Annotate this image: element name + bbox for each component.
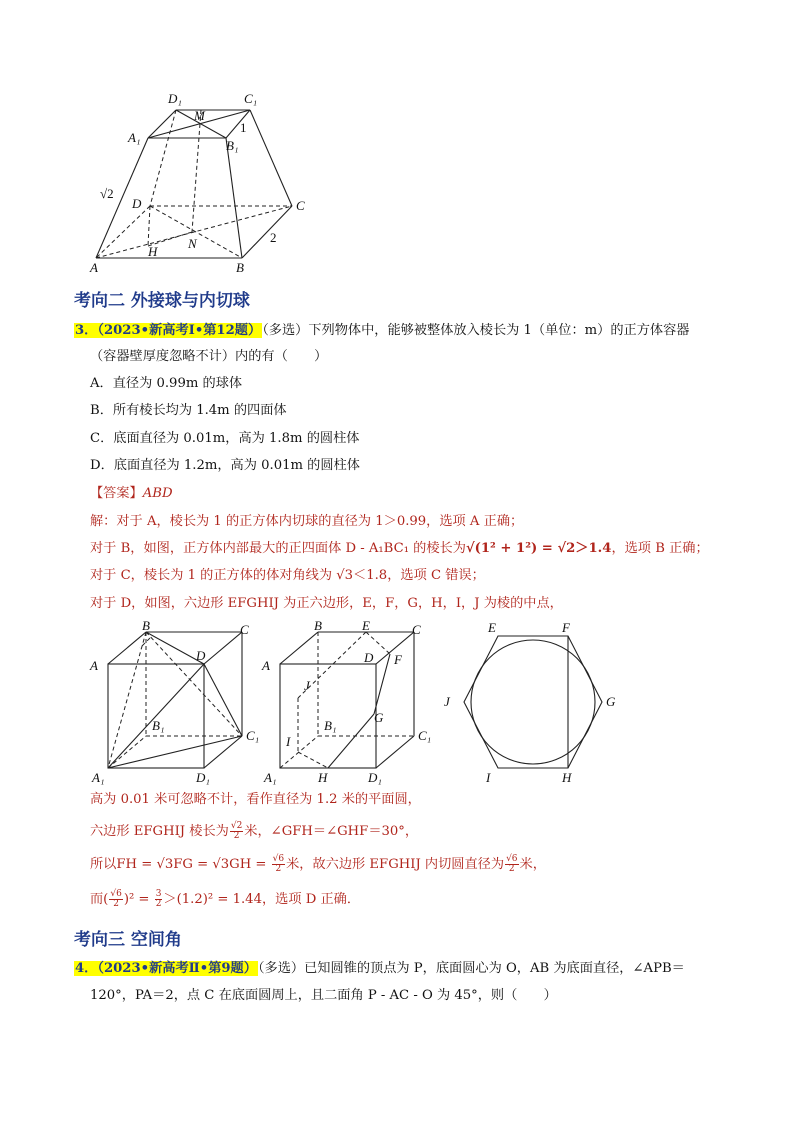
q4-stem-line1: [74, 960, 685, 978]
sol2-formula: √(1² + 1²) = √2＞1.4: [465, 541, 612, 556]
sol2-text-a: 对于 B，如图，正方体内部最大的正四面体 D - A₁BC₁ 的棱长为: [90, 541, 466, 556]
label-one: 1: [240, 120, 247, 135]
q4-tag: 4．（2023•新高考Ⅱ•第9题）: [75, 961, 257, 976]
cube2-label-H: H: [318, 770, 328, 785]
frustum-figure: [84, 90, 314, 280]
sol7-num2: √6: [506, 854, 518, 864]
q3-solution-1: 解：对于 A，棱长为 1 的正方体内切球的直径为 1＞0.99，选项 A 正确；: [90, 514, 524, 529]
cube2-label-A1: A₁: [264, 770, 277, 785]
hex-label-H: H: [562, 770, 572, 785]
sol8-text-c: ＞(1.2)² = 1.44，选项 D 正确．: [163, 892, 361, 907]
cube1-label-A1: A₁: [92, 770, 105, 785]
cube2-label-D1: D₁: [368, 770, 382, 785]
label-sqrt2: √2: [100, 186, 114, 201]
sol8-num: √6: [110, 889, 122, 899]
q3-tag: 3．（2023•新高考Ⅰ•第12题）: [75, 323, 262, 338]
sol8-text-b: )² =: [123, 892, 154, 907]
label-N: N: [188, 236, 197, 251]
sol7-fraction-2: [505, 855, 518, 874]
sol6-text-b: 米，∠GFH＝∠GHF＝30°，: [244, 824, 419, 839]
cube1-label-D1: D₁: [196, 770, 210, 785]
label-C1: C₁: [244, 91, 258, 106]
cube1-label-C: C: [240, 622, 249, 637]
sol7-den: 2: [275, 864, 282, 874]
hex-label-I: I: [486, 770, 491, 785]
q3-solution-5: 高为 0.01 米可忽略不计，看作直径为 1.2 米的平面圆，: [90, 792, 421, 807]
sol6-fraction: [230, 822, 243, 841]
cube2-label-C1: C₁: [418, 728, 432, 743]
sol8-fraction-1: [109, 890, 122, 909]
q3-solution-8: [90, 890, 360, 909]
sol7-text-c: 米，: [519, 857, 546, 872]
q4-stem2: 120°，PA＝2，点 C 在底面圆周上，且二面角 P - AC - O 为 45°，则（ ）: [90, 988, 557, 1003]
q3-solution-6: [90, 822, 418, 841]
sol6-den: 2: [233, 831, 240, 841]
q3-option-c: C．底面直径为 0.01m，高为 1.8m 的圆柱体: [90, 431, 360, 446]
cube1-label-A: A: [90, 658, 98, 673]
q3-solution-3: 对于 C，棱长为 1 的正方体的体对角线为 √3＜1.8，选项 C 错误；: [90, 568, 485, 583]
cube2-label-B1: B₁: [324, 718, 337, 733]
cube2-label-G: G: [374, 710, 384, 725]
section3-heading: 考向三 空间角: [74, 930, 182, 950]
sol8-den: 2: [113, 899, 119, 909]
q3-option-a: A．直径为 0.99m 的球体: [90, 376, 243, 391]
label-B1: B₁: [226, 138, 239, 153]
sol8-fraction-2: [155, 890, 163, 909]
label-M: M: [194, 108, 205, 123]
q4-stem1: （多选）已知圆锥的顶点为 P，底面圆心为 O，AB 为底面直径，∠APB＝: [257, 961, 685, 976]
hex-label-E: E: [488, 620, 496, 635]
cube2-label-E: E: [362, 618, 370, 633]
label-two: 2: [270, 230, 277, 245]
q3-answer: [90, 485, 173, 503]
cube2-label-A: A: [262, 658, 270, 673]
hex-label-F: F: [562, 620, 570, 635]
label-B: B: [236, 260, 244, 275]
cube2-label-D: D: [364, 650, 374, 665]
sol7-text-a: 所以FH = √3FG = √3GH =: [90, 857, 271, 872]
label-A1: A₁: [128, 130, 141, 145]
sol8-text-a: 而(: [90, 892, 109, 907]
cube2-label-I: I: [286, 734, 291, 749]
answer-label: 【答案】: [90, 486, 143, 501]
q3-stem1: （多选）下列物体中，能够被整体放入棱长为 1（单位：m）的正方体容器: [262, 323, 690, 338]
sol6-text-a: 六边形 EFGHIJ 棱长为: [90, 824, 229, 839]
q3-solution-4: 对于 D，如图，六边形 EFGHIJ 为正六边形，E，F，G，H，I，J 为棱的中点，: [90, 596, 563, 611]
section2-heading: 考向二 外接球与内切球: [74, 291, 250, 311]
cube1-label-D: D: [196, 648, 206, 663]
cube1-label-B1: B₁: [152, 718, 165, 733]
q3-stem-line1: [74, 322, 689, 340]
sol7-den2: 2: [508, 864, 515, 874]
hex-label-J: J: [444, 694, 450, 709]
sol8-den2: 2: [155, 899, 162, 909]
cube1-label-C1: C₁: [246, 728, 260, 743]
answer-value: ABD: [142, 486, 173, 501]
label-H: H: [148, 244, 158, 259]
cube2-label-C: C: [412, 622, 421, 637]
label-C: C: [296, 198, 305, 213]
sol7-fraction-1: [272, 855, 285, 874]
q3-stem2: （容器壁厚度忽略不计）内的有（ ）: [90, 349, 328, 364]
sol7-num: √6: [272, 854, 285, 864]
sol2-text-c: ，选项 B 正确；: [611, 541, 709, 556]
cube-tetrahedron-figure: [86, 618, 266, 786]
label-D: D: [132, 196, 142, 211]
q3-solution-7: [90, 855, 546, 874]
sol6-num: √2: [230, 821, 243, 831]
label-D1: D₁: [168, 91, 182, 106]
cube2-label-B: B: [314, 618, 322, 633]
q3-solution-2: [90, 540, 709, 558]
sol7-text-b: 米，故六边形 EFGHIJ 内切圆直径为: [286, 857, 505, 872]
q3-option-d: D．底面直径为 1.2m，高为 0.01m 的圆柱体: [90, 458, 360, 473]
cube-hexagon-figure: [258, 618, 438, 786]
hexagon-circle-figure: [436, 618, 626, 786]
cube2-label-J: J: [304, 678, 310, 693]
hex-label-G: G: [606, 694, 616, 709]
sol8-num2: 3: [155, 889, 162, 899]
cube2-label-F: F: [394, 652, 402, 667]
q3-option-b: B．所有棱长均为 1.4m 的四面体: [90, 403, 287, 418]
cube1-label-B: B: [142, 618, 150, 633]
label-A: A: [90, 260, 98, 275]
